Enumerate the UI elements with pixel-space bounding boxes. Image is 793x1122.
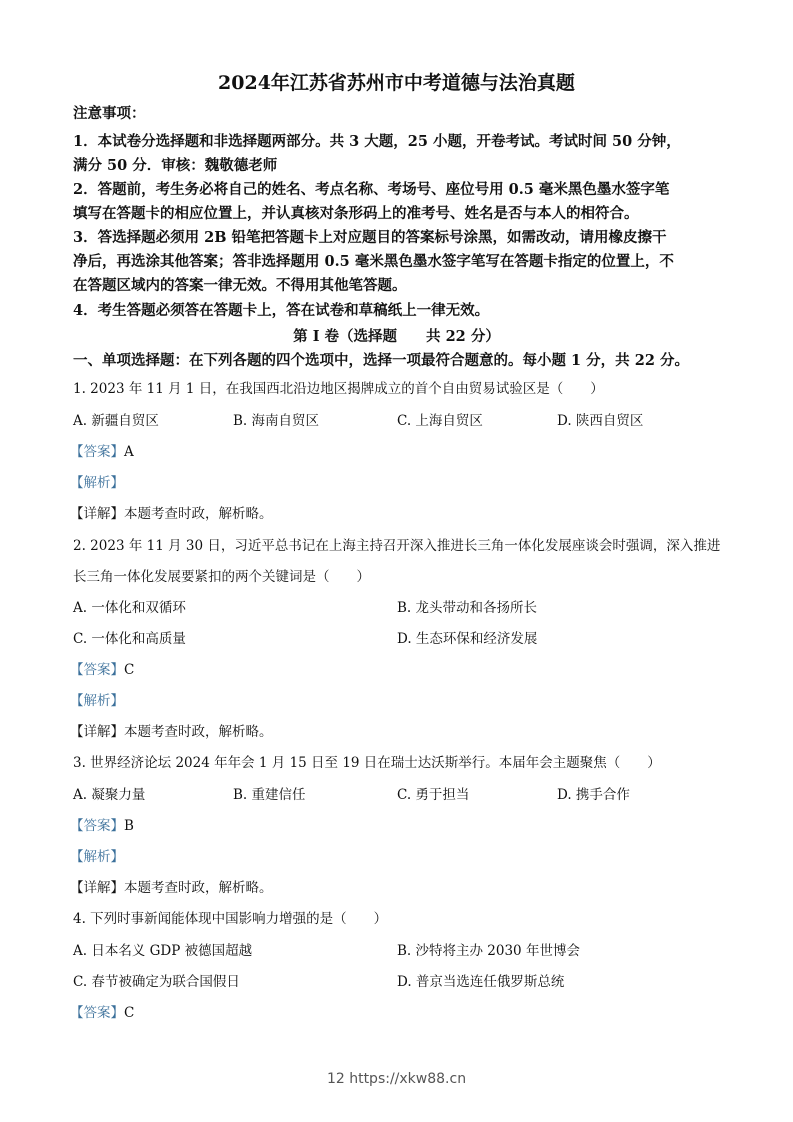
option-b: B. 龙头带动和各扬所长 <box>397 600 538 616</box>
option-c: C. 一体化和高质量 <box>73 631 186 647</box>
notice-line: 1．本试卷分选择题和非选择题两部分。共 3 大题，25 小题，开卷考试。考试时间 50 分钟， <box>73 133 681 150</box>
notice-line: 净后，再选涂其他答案；答非选择题用 0.5 毫米黑色墨水签字笔写在答题卡指定的位置上，不 <box>73 253 674 270</box>
question-stem: 4. 下列时事新闻能体现中国影响力增强的是（ ） <box>73 911 388 927</box>
answer-label: 【答案】 <box>70 1005 124 1021</box>
answer-value: A <box>124 444 134 460</box>
option-a: A. 日本名义 GDP 被德国超越 <box>73 943 253 959</box>
answer-line <box>70 660 134 680</box>
detail-line <box>70 878 273 898</box>
option-d: D. 生态环保和经济发展 <box>397 631 538 647</box>
section-title: 第 I 卷（选择题 共 22 分） <box>293 328 500 345</box>
option-a: A. 凝聚力量 <box>73 787 146 803</box>
notice-line: 填写在答题卡的相应位置上，并认真核对条形码上的准考号、姓名是否与本人的相符合。 <box>73 205 639 222</box>
option-c: C. 勇于担当 <box>397 787 470 803</box>
question-stem: 长三角一体化发展要紧扣的两个关键词是（ ） <box>73 569 370 585</box>
question-stem: 1. 2023 年 11 月 1 日，在我国西北沿边地区揭牌成立的首个自由贸易试验区是（ ） <box>73 381 604 397</box>
detail-label: 【详解】 <box>70 880 124 896</box>
analysis-label: 【解析】 <box>70 693 124 709</box>
answer-label: 【答案】 <box>70 662 124 678</box>
option-d: D. 陕西自贸区 <box>557 413 644 429</box>
detail-line <box>70 504 273 524</box>
notice-line: 2．答题前，考生务必将自己的姓名、考点名称、考场号、座位号用 0.5 毫米黑色墨水签字笔 <box>73 181 670 198</box>
detail-text: 本题考查时政，解析略。 <box>124 880 273 896</box>
answer-value: C <box>124 1005 135 1021</box>
answer-line <box>70 1003 134 1023</box>
question-stem: 3. 世界经济论坛 2024 年年会 1 月 15 日至 19 日在瑞士达沃斯举行。本届年会主题聚焦（ ） <box>73 755 661 771</box>
detail-label: 【详解】 <box>70 506 124 522</box>
notice-line: 3．答选择题必须用 2B 铅笔把答题卡上对应题目的答案标号涂黑，如需改动，请用橡皮擦干 <box>73 229 667 246</box>
answer-label: 【答案】 <box>70 444 124 460</box>
answer-line <box>70 442 134 462</box>
question-stem: 2. 2023 年 11 月 30 日，习近平总书记在上海主持召开深入推进长三角一体化发展座谈会时强调，深入推进 <box>73 538 721 554</box>
option-a: A. 一体化和双循环 <box>73 600 186 616</box>
notice-line: 满分 50 分．审核：魏敬德老师 <box>73 157 278 174</box>
answer-value: B <box>124 818 134 834</box>
detail-line <box>70 722 273 742</box>
option-c: C. 春节被确定为联合国假日 <box>73 974 240 990</box>
option-d: D. 携手合作 <box>557 787 630 803</box>
option-a: A. 新疆自贸区 <box>73 413 159 429</box>
notice-heading: 注意事项： <box>73 105 146 122</box>
option-b: B. 重建信任 <box>233 787 306 803</box>
detail-text: 本题考查时政，解析略。 <box>124 724 273 740</box>
detail-label: 【详解】 <box>70 724 124 740</box>
notice-line: 在答题区域内的答案一律无效。不得用其他笔答题。 <box>73 277 407 294</box>
page-title: 2024年江苏省苏州市中考道德与法治真题 <box>218 72 575 94</box>
option-c: C. 上海自贸区 <box>397 413 483 429</box>
answer-line <box>70 816 134 836</box>
analysis-label: 【解析】 <box>70 849 124 865</box>
notice-line: 4．考生答题必须答在答题卡上，答在试卷和草稿纸上一律无效。 <box>73 302 490 319</box>
option-b: B. 沙特将主办 2030 年世博会 <box>397 943 580 959</box>
option-d: D. 普京当选连任俄罗斯总统 <box>397 974 565 990</box>
detail-text: 本题考查时政，解析略。 <box>124 506 273 522</box>
analysis-label: 【解析】 <box>70 475 124 491</box>
option-b: B. 海南自贸区 <box>233 413 320 429</box>
answer-value: C <box>124 662 135 678</box>
answer-label: 【答案】 <box>70 818 124 834</box>
page-footer: 12 https://xkw88.cn <box>326 1071 467 1087</box>
part-heading: 一、单项选择题：在下列各题的四个选项中，选择一项最符合题意的。每小题 1 分，共 22 分。 <box>73 352 689 369</box>
